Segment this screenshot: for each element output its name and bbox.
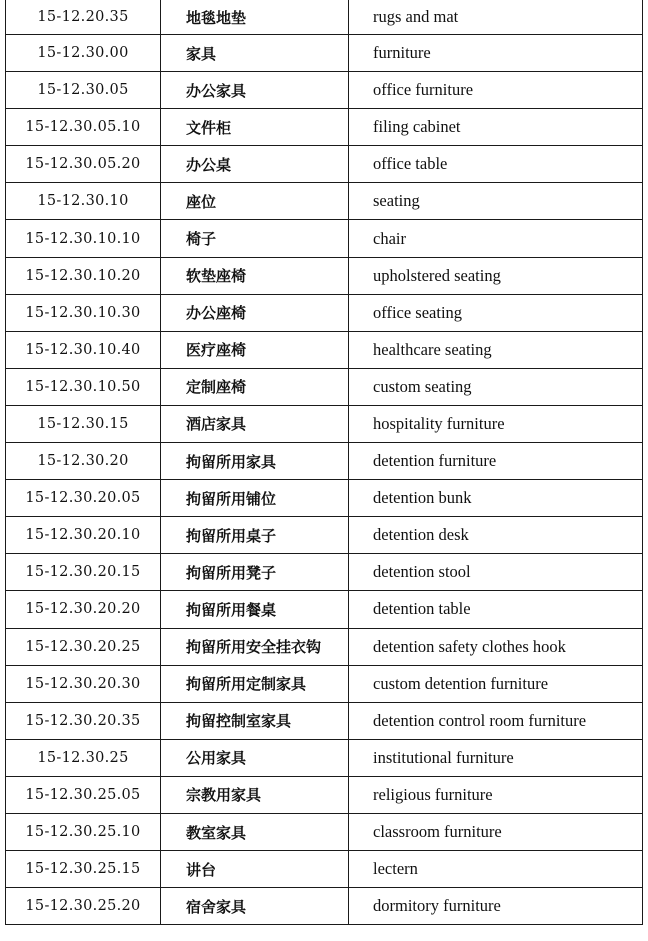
chinese-term-cell: 宗教用家具: [161, 776, 349, 813]
english-term-cell: detention control room furniture: [349, 702, 643, 739]
english-term-cell: detention desk: [349, 517, 643, 554]
code-cell: 15-12.30.25.20: [6, 888, 161, 925]
table-row: [6, 813, 643, 850]
code-cell: 15-12.30.20: [6, 443, 161, 480]
classification-table: [5, 0, 643, 925]
english-term-cell: healthcare seating: [349, 331, 643, 368]
table-row: [6, 146, 643, 183]
code-cell: 15-12.30.25.15: [6, 851, 161, 888]
chinese-term-cell: 拘留所用安全挂衣钩: [161, 628, 349, 665]
code-cell: 15-12.30.20.25: [6, 628, 161, 665]
code-cell: 15-12.30.20.35: [6, 702, 161, 739]
code-cell: 15-12.30.05.10: [6, 109, 161, 146]
english-term-cell: office furniture: [349, 72, 643, 109]
chinese-term-cell: 家具: [161, 35, 349, 72]
english-term-cell: detention table: [349, 591, 643, 628]
table-row: [6, 443, 643, 480]
code-cell: 15-12.30.25.10: [6, 813, 161, 850]
chinese-term-cell: 医疗座椅: [161, 331, 349, 368]
code-cell: 15-12.30.10: [6, 183, 161, 220]
code-cell: 15-12.30.20.15: [6, 554, 161, 591]
table-row: [6, 480, 643, 517]
code-cell: 15-12.30.20.20: [6, 591, 161, 628]
chinese-term-cell: 办公桌: [161, 146, 349, 183]
table-row: [6, 294, 643, 331]
chinese-term-cell: 讲台: [161, 851, 349, 888]
table-row: [6, 405, 643, 442]
table-row: [6, 888, 643, 925]
code-cell: 15-12.30.10.50: [6, 368, 161, 405]
code-cell: 15-12.30.20.10: [6, 517, 161, 554]
code-cell: 15-12.30.25.05: [6, 776, 161, 813]
code-cell: 15-12.30.20.05: [6, 480, 161, 517]
code-cell: 15-12.30.10.10: [6, 220, 161, 257]
table-row: [6, 591, 643, 628]
english-term-cell: filing cabinet: [349, 109, 643, 146]
english-term-cell: office table: [349, 146, 643, 183]
table-row: [6, 220, 643, 257]
english-term-cell: chair: [349, 220, 643, 257]
english-term-cell: seating: [349, 183, 643, 220]
table-row: [6, 0, 643, 35]
table-row: [6, 109, 643, 146]
code-cell: 15-12.30.20.30: [6, 665, 161, 702]
chinese-term-cell: 公用家具: [161, 739, 349, 776]
code-cell: 15-12.30.10.30: [6, 294, 161, 331]
table-row: [6, 72, 643, 109]
table-row: [6, 517, 643, 554]
table-row: [6, 702, 643, 739]
table-row: [6, 776, 643, 813]
table-row: [6, 257, 643, 294]
table-row: [6, 183, 643, 220]
english-term-cell: detention stool: [349, 554, 643, 591]
chinese-term-cell: 拘留所用桌子: [161, 517, 349, 554]
english-term-cell: detention bunk: [349, 480, 643, 517]
english-term-cell: hospitality furniture: [349, 405, 643, 442]
table-row: [6, 554, 643, 591]
english-term-cell: lectern: [349, 851, 643, 888]
code-cell: 15-12.30.10.40: [6, 331, 161, 368]
table-row: [6, 851, 643, 888]
table-row: [6, 331, 643, 368]
chinese-term-cell: 软垫座椅: [161, 257, 349, 294]
chinese-term-cell: 文件柜: [161, 109, 349, 146]
english-term-cell: furniture: [349, 35, 643, 72]
code-cell: 15-12.30.10.20: [6, 257, 161, 294]
english-term-cell: detention furniture: [349, 443, 643, 480]
code-cell: 15-12.20.35: [6, 0, 161, 35]
english-term-cell: custom detention furniture: [349, 665, 643, 702]
code-cell: 15-12.30.15: [6, 405, 161, 442]
classification-table-container: [5, 0, 642, 941]
chinese-term-cell: 拘留所用铺位: [161, 480, 349, 517]
chinese-term-cell: 地毯地垫: [161, 0, 349, 35]
english-term-cell: dormitory furniture: [349, 888, 643, 925]
chinese-term-cell: 定制座椅: [161, 368, 349, 405]
english-term-cell: office seating: [349, 294, 643, 331]
english-term-cell: classroom furniture: [349, 813, 643, 850]
chinese-term-cell: 办公家具: [161, 72, 349, 109]
chinese-term-cell: 酒店家具: [161, 405, 349, 442]
code-cell: 15-12.30.00: [6, 35, 161, 72]
chinese-term-cell: 拘留所用定制家具: [161, 665, 349, 702]
english-term-cell: custom seating: [349, 368, 643, 405]
chinese-term-cell: 拘留所用家具: [161, 443, 349, 480]
table-row: [6, 368, 643, 405]
english-term-cell: upholstered seating: [349, 257, 643, 294]
table-row: [6, 35, 643, 72]
chinese-term-cell: 拘留所用餐桌: [161, 591, 349, 628]
english-term-cell: religious furniture: [349, 776, 643, 813]
code-cell: 15-12.30.05.20: [6, 146, 161, 183]
table-row: [6, 665, 643, 702]
code-cell: 15-12.30.25: [6, 739, 161, 776]
chinese-term-cell: 椅子: [161, 220, 349, 257]
table-row: [6, 628, 643, 665]
chinese-term-cell: 座位: [161, 183, 349, 220]
code-cell: 15-12.30.05: [6, 72, 161, 109]
chinese-term-cell: 宿舍家具: [161, 888, 349, 925]
table-body: [6, 0, 643, 925]
table-row: [6, 739, 643, 776]
english-term-cell: rugs and mat: [349, 0, 643, 35]
english-term-cell: detention safety clothes hook: [349, 628, 643, 665]
chinese-term-cell: 办公座椅: [161, 294, 349, 331]
english-term-cell: institutional furniture: [349, 739, 643, 776]
chinese-term-cell: 拘留所用凳子: [161, 554, 349, 591]
chinese-term-cell: 教室家具: [161, 813, 349, 850]
chinese-term-cell: 拘留控制室家具: [161, 702, 349, 739]
